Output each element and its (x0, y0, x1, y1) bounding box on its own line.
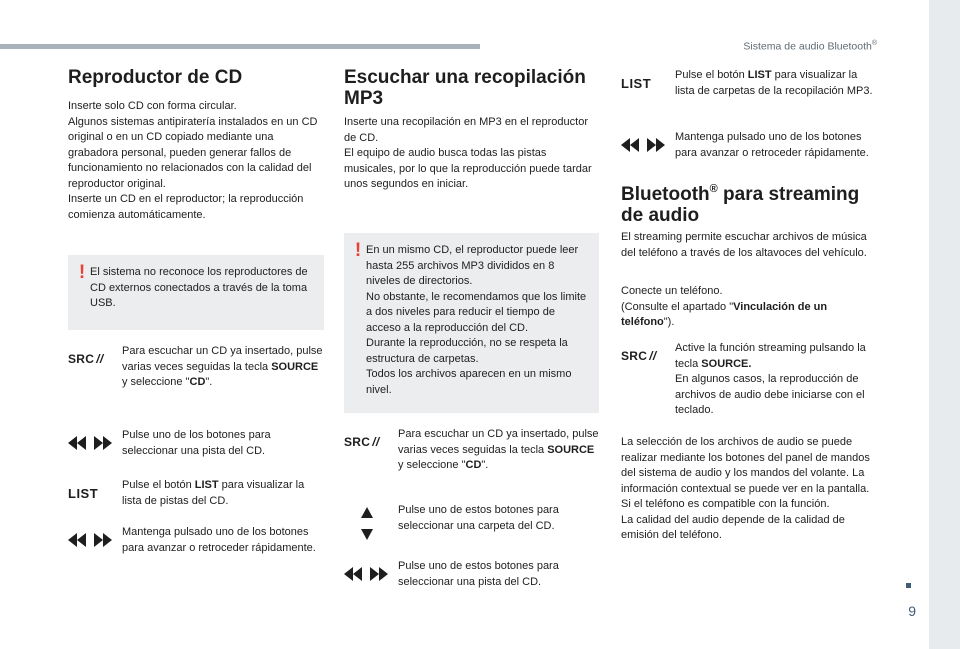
src-button-icon: SRC // (621, 349, 657, 363)
bluetooth-connect-text: Conecte un teléfono. (Consulte el apartado "Vinculación de un teléfono"). (621, 285, 828, 328)
mp3-row-list-text: Pulse el botón LIST para visualizar la lista de carpetas de la recopilación MP3. (675, 69, 873, 97)
page-header-title: Sistema de audio Bluetooth® (743, 40, 877, 53)
mp3-row-seek-text: Mantenga pulsado uno de los botones para avanzar o retroceder rápidamente. (675, 131, 869, 159)
header-rule (0, 44, 480, 49)
section-title-bluetooth: Bluetooth® para streaming de audio (621, 183, 860, 226)
list-button-icon: LIST (621, 75, 652, 91)
cd-row-track-text: Pulse uno de los botones para seleccionar una pista del CD. (122, 429, 271, 457)
prev-next-icon (68, 428, 118, 458)
cd-intro-text: Inserte solo CD con forma circular. Algunos sistemas antipiratería instalados en un CD original o en un CD copiado mediante una grabadora personal, pueden generar fallos de funcionamiento no relacionados con la calidad del reproductor original. Inserte un CD en el reproductor; la reproducción comienza automáticamente. (68, 100, 318, 221)
src-button-icon: SRC // (68, 352, 104, 366)
mp3-row-folder-text: Pulse uno de estos botones para seleccionar una carpeta del CD. (398, 504, 559, 532)
list-button-icon: LIST (68, 485, 99, 501)
bluetooth-outro-text: La selección de los archivos de audio se puede realizar mediante los botones del panel de mandos del sistema de audio y los mandos del volante. La información contextual se puede ver en la pantalla. Si el teléfono es compatible con la función. La calidad del audio depende de la calidad de emisión del teléfono. (621, 436, 870, 541)
continue-marker-icon (906, 583, 911, 588)
bluetooth-intro-text: El streaming permite escuchar archivos de música del teléfono a través de los altavoces del vehículo. (621, 231, 867, 259)
mp3-row-track-text: Pulse uno de estos botones para seleccionar una pista del CD. (398, 560, 559, 588)
bluetooth-row-source-text: Active la función streaming pulsando la tecla SOURCE. En algunos casos, la reproducción de archivos de audio debe iniciarse con el teclado. (675, 342, 866, 416)
section-title-cd: Reproductor de CD (68, 67, 243, 88)
page-edge-band (929, 0, 960, 649)
prev-next-icon (621, 130, 671, 160)
warning-icon: ! (354, 240, 362, 261)
cd-warning-note (68, 255, 324, 330)
page-number: 9 (908, 603, 916, 619)
prev-next-icon (344, 559, 394, 589)
cd-warning-text: El sistema no reconoce los reproductores de CD externos conectados a través de la toma USB. (90, 266, 308, 309)
mp3-intro-text: Inserte una recopilación en MP3 en el reproductor de CD. El equipo de audio busca todas las pistas musicales, por lo que la reproducción puede tardar unos segundos en iniciar. (344, 116, 592, 190)
section-title-mp3: Escuchar una recopilación MP3 (344, 67, 586, 109)
mp3-warning-text: En un mismo CD, el reproductor puede leer hasta 255 archivos MP3 divididos en 8 niveles de directorios. No obstante, le recomendamos que los limite a dos niveles para reducir el tiempo de acceso a la reproducción del CD. Durante la reproducción, no se respeta la estructura de carpetas. Todos los archivos aparecen en un mismo nivel. (366, 244, 587, 396)
cd-row-source-text: Para escuchar un CD ya insertado, pulse varias veces seguidas la tecla SOURCE y seleccione "CD". (122, 345, 323, 388)
src-button-icon: SRC // (344, 435, 380, 449)
prev-next-icon (68, 525, 118, 555)
mp3-warning-note (344, 233, 599, 413)
cd-row-list-text: Pulse el botón LIST para visualizar la lista de pistas del CD. (122, 479, 305, 507)
up-down-icon (344, 503, 394, 543)
warning-icon: ! (78, 262, 86, 283)
cd-row-seek-text: Mantenga pulsado uno de los botones para avanzar o retroceder rápidamente. (122, 526, 316, 554)
mp3-row-source-text: Para escuchar un CD ya insertado, pulse varias veces seguidas la tecla SOURCE y seleccione "CD". (398, 428, 599, 471)
